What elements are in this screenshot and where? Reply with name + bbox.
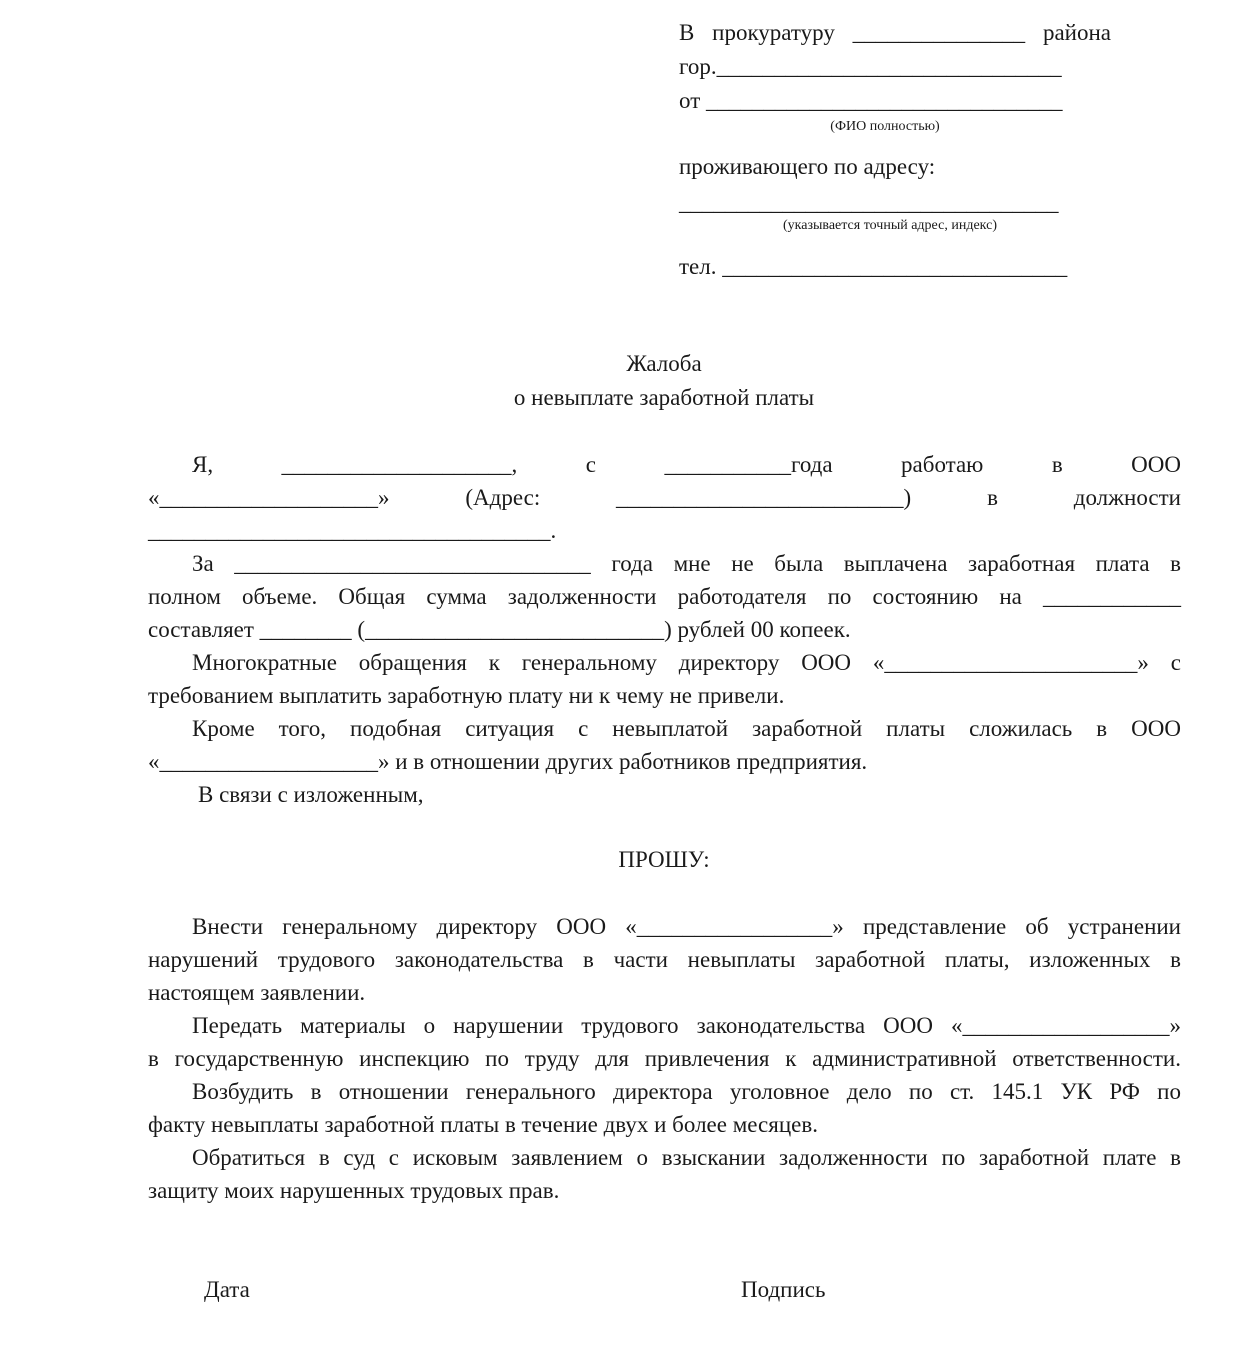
city-line: гор.______________________________ <box>679 54 1062 79</box>
paragraph-line: Я, ____________________, с ___________года работаю в ООО <box>192 452 1181 477</box>
paragraph-line: нарушений трудового законодательства в части невыплаты заработной платы, изложенных в <box>148 947 1181 972</box>
request-heading: ПРОШУ: <box>618 847 710 872</box>
prosecutor-line: В прокуратуру _______________ района <box>679 20 1111 45</box>
paragraph-line: составляет ________ (__________________________) рублей 00 копеек. <box>148 617 851 642</box>
paragraph-line: Обратиться в суд с исковым заявлением о взыскании задолженности по заработной плате в <box>192 1145 1181 1170</box>
paragraph-line: Многократные обращения к генеральному директору ООО «______________________» с <box>192 650 1181 675</box>
paragraph-line: За _______________________________ года мне не была выплачена заработная плата в <box>192 551 1181 576</box>
paragraph-line: полном объеме. Общая сумма задолженности работодателя по состоянию на ____________ <box>148 584 1181 609</box>
paragraph-line: Внести генеральному директору ООО «_________________» представление об устранении <box>192 914 1181 939</box>
paragraph-line: Передать материалы о нарушении трудового законодательства ООО «__________________» <box>192 1013 1181 1038</box>
date-label: Дата <box>204 1277 250 1302</box>
paragraph-line: «___________________» (Адрес: _________________________) в должности <box>148 485 1181 510</box>
address-hint: (указывается точный адрес, индекс) <box>783 218 997 233</box>
address-line: _________________________________ <box>679 190 1059 215</box>
paragraph-line: защиту моих нарушенных трудовых прав. <box>148 1178 560 1203</box>
signature-label: Подпись <box>741 1277 826 1302</box>
address-label: проживающего по адресу: <box>679 154 936 179</box>
fio-hint: (ФИО полностью) <box>830 119 940 134</box>
paragraph-line: настоящем заявлении. <box>148 980 366 1005</box>
from-line: от _______________________________ <box>679 88 1063 113</box>
paragraph-line: Кроме того, подобная ситуация с невыплатой заработной платы сложилась в ООО <box>192 716 1181 741</box>
phone-line: тел. ______________________________ <box>679 254 1068 279</box>
title-line-2: о невыплате заработной платы <box>513 385 815 410</box>
paragraph-line: «___________________» и в отношении других работников предприятия. <box>148 749 868 774</box>
paragraph-line: факту невыплаты заработной платы в течение двух и более месяцев. <box>148 1112 818 1137</box>
paragraph-line: Возбудить в отношении генерального директора уголовное дело по ст. 145.1 УК РФ по <box>192 1079 1181 1104</box>
title-line-1: Жалоба <box>626 351 702 376</box>
paragraph-conclusion: В связи с изложенным, <box>198 782 424 807</box>
paragraph-line: в государственную инспекцию по труду для привлечения к административной ответственности. <box>148 1046 1181 1071</box>
paragraph-line: ___________________________________. <box>148 518 557 543</box>
paragraph-line: требованием выплатить заработную плату ни к чему не привели. <box>148 683 785 708</box>
